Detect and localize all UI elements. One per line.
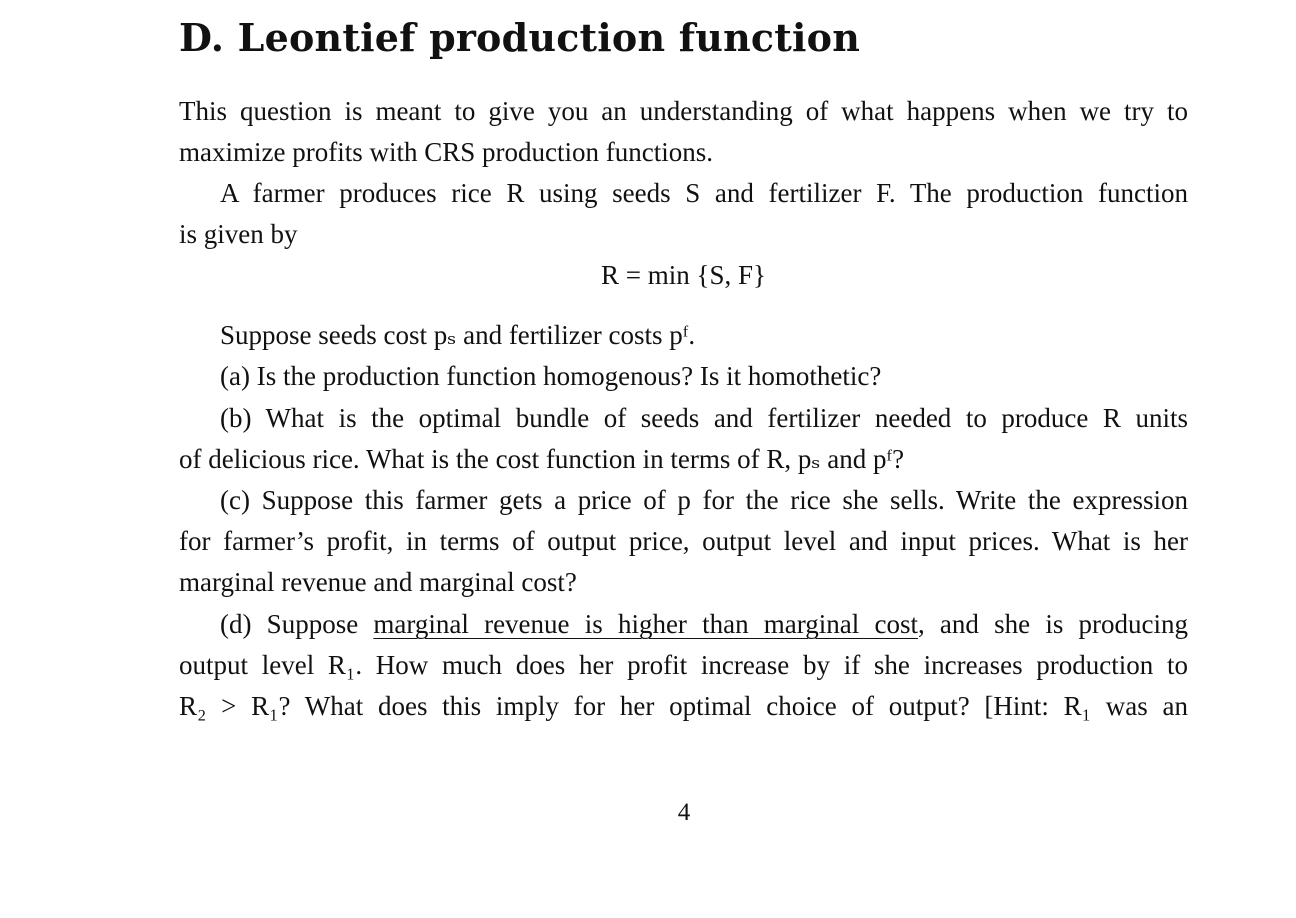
paragraph-line: marginal revenue and marginal cost?: [179, 567, 577, 597]
section-heading: D. Leontief production function: [179, 15, 861, 60]
paragraph-line: of delicious rice. What is the cost function in terms of R, pₛ and pᶠ?: [179, 444, 905, 474]
question-a: (a) Is the production function homogenous? Is it homothetic?: [220, 361, 882, 391]
underlined-phrase: marginal revenue is higher than marginal cost: [373, 609, 918, 639]
page-number: 4: [677, 799, 691, 826]
question-c: (c) Suppose this farmer gets a price of p for the rice she sells. Write the expression: [220, 485, 1188, 515]
paragraph-line: is given by: [179, 219, 298, 249]
paragraph-line: for farmer’s profit, in terms of output price, output level and input prices. What is her: [179, 526, 1188, 556]
paragraph-line: output level R₁. How much does her profit increase by if she increases production to: [179, 650, 1188, 680]
question-d-start: (d) Suppose: [220, 609, 374, 639]
question-b: (b) What is the optimal bundle of seeds and fertilizer needed to produce R units: [220, 403, 1188, 433]
paragraph-line: maximize profits with CRS production functions.: [179, 137, 713, 167]
paragraph-line: Suppose seeds cost pₛ and fertilizer costs pᶠ.: [220, 320, 696, 350]
paragraph-line: R₂ > R₁? What does this imply for her optimal choice of output? [Hint: R₁ was an: [179, 691, 1188, 721]
question-d-end: , and she is producing: [917, 609, 1189, 639]
paragraph-line: This question is meant to give you an understanding of what happens when we try to: [179, 96, 1188, 126]
question-d: [220, 604, 1188, 645]
production-function-equation: R = min {S, F}: [601, 260, 766, 290]
paragraph-line: A farmer produces rice R using seeds S and fertilizer F. The production function: [220, 178, 1188, 208]
